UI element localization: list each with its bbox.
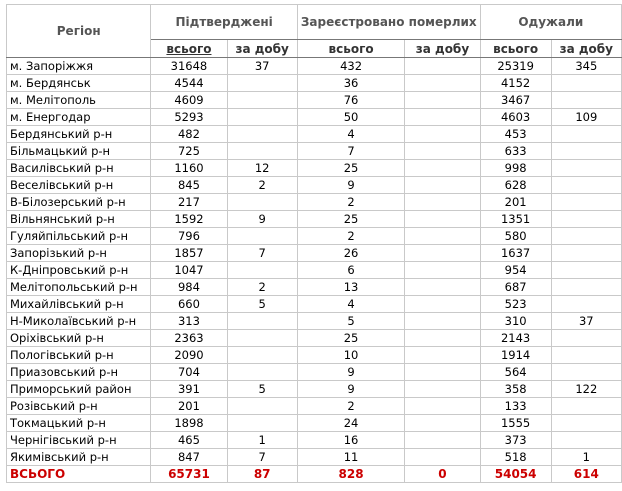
cell-recovered-total: 998 — [480, 160, 551, 177]
cell-recovered-total: 2143 — [480, 330, 551, 347]
cell-recovered-total: 687 — [480, 279, 551, 296]
cell-confirmed-daily — [227, 347, 297, 364]
cell-recovered-total: 954 — [480, 262, 551, 279]
cell-confirmed-daily: 37 — [227, 58, 297, 75]
table-row — [7, 228, 622, 245]
cell-confirmed-daily: 5 — [227, 381, 297, 398]
cell-region: Розівський р-н — [7, 398, 151, 415]
cell-region: м. Бердянськ — [7, 75, 151, 92]
cell-region: Приазовський р-н — [7, 364, 151, 381]
cell-confirmed-total: 5293 — [151, 109, 227, 126]
cell-deaths-daily — [405, 58, 480, 75]
cell-confirmed-daily: 12 — [227, 160, 297, 177]
subheader-recovered-total: всього — [480, 40, 551, 58]
cell-confirmed-daily — [227, 126, 297, 143]
cell-deaths-total: 4 — [297, 296, 404, 313]
cell-deaths-total: 25 — [297, 330, 404, 347]
cell-region: м. Запоріжжя — [7, 58, 151, 75]
table-row — [7, 347, 622, 364]
totals-deaths-total: 828 — [297, 466, 404, 483]
cell-confirmed-total: 31648 — [151, 58, 227, 75]
cell-recovered-total: 3467 — [480, 92, 551, 109]
cell-confirmed-daily: 9 — [227, 211, 297, 228]
header-deaths: Зареєстровано померлих — [297, 5, 480, 40]
cell-region: Чернігівський р-н — [7, 432, 151, 449]
table-row — [7, 75, 622, 92]
cell-region: Н-Миколаївський р-н — [7, 313, 151, 330]
cell-deaths-total: 7 — [297, 143, 404, 160]
cell-region: Запорізький р-н — [7, 245, 151, 262]
cell-confirmed-total: 313 — [151, 313, 227, 330]
cell-deaths-total: 5 — [297, 313, 404, 330]
cell-deaths-total: 76 — [297, 92, 404, 109]
cell-confirmed-daily: 1 — [227, 432, 297, 449]
cell-deaths-total: 26 — [297, 245, 404, 262]
table-row — [7, 109, 622, 126]
cell-deaths-daily — [405, 279, 480, 296]
cell-confirmed-total: 984 — [151, 279, 227, 296]
cell-deaths-total: 2 — [297, 194, 404, 211]
subheader-confirmed-total: всього — [151, 40, 227, 58]
cell-deaths-daily — [405, 364, 480, 381]
cell-confirmed-total: 2090 — [151, 347, 227, 364]
cell-deaths-daily — [405, 449, 480, 466]
cell-recovered-total: 633 — [480, 143, 551, 160]
cell-confirmed-total: 4609 — [151, 92, 227, 109]
cell-deaths-total: 36 — [297, 75, 404, 92]
cell-recovered-total: 373 — [480, 432, 551, 449]
cell-recovered-total: 628 — [480, 177, 551, 194]
table-row — [7, 194, 622, 211]
cell-deaths-daily — [405, 194, 480, 211]
cell-recovered-total: 518 — [480, 449, 551, 466]
header-confirmed: Підтверджені — [151, 5, 297, 40]
cell-region: м. Мелітополь — [7, 92, 151, 109]
cell-deaths-daily — [405, 160, 480, 177]
cell-recovered-daily — [551, 126, 621, 143]
cell-confirmed-daily — [227, 262, 297, 279]
cell-confirmed-total: 391 — [151, 381, 227, 398]
cell-confirmed-total: 4544 — [151, 75, 227, 92]
table-row — [7, 398, 622, 415]
cell-confirmed-total: 1160 — [151, 160, 227, 177]
cell-recovered-daily — [551, 177, 621, 194]
cell-deaths-total: 25 — [297, 160, 404, 177]
cell-confirmed-total: 845 — [151, 177, 227, 194]
cell-recovered-total: 453 — [480, 126, 551, 143]
cell-confirmed-total: 1047 — [151, 262, 227, 279]
table-row — [7, 330, 622, 347]
table-row — [7, 279, 622, 296]
table-row — [7, 432, 622, 449]
cell-recovered-total: 358 — [480, 381, 551, 398]
cell-deaths-daily — [405, 143, 480, 160]
subheader-deaths-daily: за добу — [405, 40, 480, 58]
cell-deaths-total: 10 — [297, 347, 404, 364]
cell-confirmed-total: 217 — [151, 194, 227, 211]
stats-table-container — [6, 4, 622, 483]
cell-confirmed-total: 725 — [151, 143, 227, 160]
cell-recovered-total: 133 — [480, 398, 551, 415]
cell-confirmed-daily — [227, 415, 297, 432]
cell-deaths-daily — [405, 296, 480, 313]
cell-deaths-total: 6 — [297, 262, 404, 279]
header-recovered: Одужали — [480, 5, 621, 40]
cell-recovered-total: 25319 — [480, 58, 551, 75]
cell-deaths-daily — [405, 347, 480, 364]
cell-deaths-total: 13 — [297, 279, 404, 296]
cell-recovered-daily — [551, 398, 621, 415]
cell-confirmed-daily — [227, 398, 297, 415]
cell-confirmed-daily — [227, 313, 297, 330]
cell-recovered-daily — [551, 347, 621, 364]
cell-deaths-total: 9 — [297, 364, 404, 381]
cell-region: Вільнянський р-н — [7, 211, 151, 228]
cell-recovered-total: 1637 — [480, 245, 551, 262]
table-row — [7, 177, 622, 194]
cell-region: Якимівський р-н — [7, 449, 151, 466]
totals-confirmed-daily: 87 — [227, 466, 297, 483]
cell-deaths-total: 2 — [297, 398, 404, 415]
cell-region: Веселівський р-н — [7, 177, 151, 194]
table-row — [7, 296, 622, 313]
cell-recovered-daily — [551, 75, 621, 92]
table-row — [7, 92, 622, 109]
table-row — [7, 313, 622, 330]
cell-confirmed-daily: 7 — [227, 449, 297, 466]
cell-confirmed-daily — [227, 143, 297, 160]
cell-deaths-daily — [405, 398, 480, 415]
cell-confirmed-daily: 2 — [227, 177, 297, 194]
cell-recovered-daily — [551, 160, 621, 177]
cell-confirmed-total: 847 — [151, 449, 227, 466]
covid-stats-table — [6, 4, 622, 483]
cell-deaths-daily — [405, 313, 480, 330]
cell-recovered-daily — [551, 245, 621, 262]
cell-recovered-total: 4152 — [480, 75, 551, 92]
totals-recovered-daily: 614 — [551, 466, 621, 483]
cell-deaths-daily — [405, 432, 480, 449]
cell-region: Мелітопольський р-н — [7, 279, 151, 296]
cell-recovered-total: 523 — [480, 296, 551, 313]
cell-recovered-daily — [551, 364, 621, 381]
cell-recovered-daily — [551, 143, 621, 160]
cell-confirmed-total: 465 — [151, 432, 227, 449]
subheader-recovered-daily: за добу — [551, 40, 621, 58]
totals-recovered-total: 54054 — [480, 466, 551, 483]
cell-deaths-daily — [405, 228, 480, 245]
cell-region: Більмацький р-н — [7, 143, 151, 160]
cell-confirmed-daily: 5 — [227, 296, 297, 313]
cell-recovered-daily: 122 — [551, 381, 621, 398]
cell-region: К-Дніпровський р-н — [7, 262, 151, 279]
cell-recovered-total: 1351 — [480, 211, 551, 228]
cell-region: Приморський район — [7, 381, 151, 398]
cell-deaths-total: 11 — [297, 449, 404, 466]
cell-deaths-total: 2 — [297, 228, 404, 245]
cell-recovered-daily — [551, 296, 621, 313]
cell-deaths-total: 25 — [297, 211, 404, 228]
cell-recovered-total: 564 — [480, 364, 551, 381]
cell-region: Токмацький р-н — [7, 415, 151, 432]
cell-confirmed-daily — [227, 194, 297, 211]
cell-deaths-total: 24 — [297, 415, 404, 432]
header-region: Регіон — [7, 5, 151, 58]
totals-row — [7, 466, 622, 483]
cell-deaths-total: 432 — [297, 58, 404, 75]
cell-recovered-total: 580 — [480, 228, 551, 245]
cell-region: Оріхівський р-н — [7, 330, 151, 347]
table-row — [7, 143, 622, 160]
cell-confirmed-daily — [227, 330, 297, 347]
cell-confirmed-daily — [227, 228, 297, 245]
cell-recovered-total: 201 — [480, 194, 551, 211]
cell-region: Василівський р-н — [7, 160, 151, 177]
cell-confirmed-daily — [227, 92, 297, 109]
cell-recovered-daily — [551, 262, 621, 279]
cell-deaths-total: 50 — [297, 109, 404, 126]
cell-confirmed-daily — [227, 364, 297, 381]
cell-recovered-daily: 37 — [551, 313, 621, 330]
totals-label: ВСЬОГО — [7, 466, 151, 483]
totals-deaths-daily: 0 — [405, 466, 480, 483]
table-row — [7, 126, 622, 143]
cell-confirmed-daily — [227, 109, 297, 126]
cell-deaths-daily — [405, 415, 480, 432]
cell-region: Бердянський р-н — [7, 126, 151, 143]
cell-recovered-total: 1555 — [480, 415, 551, 432]
cell-deaths-daily — [405, 126, 480, 143]
cell-recovered-total: 1914 — [480, 347, 551, 364]
cell-deaths-daily — [405, 245, 480, 262]
cell-deaths-daily — [405, 211, 480, 228]
cell-deaths-daily — [405, 177, 480, 194]
table-row — [7, 381, 622, 398]
cell-confirmed-total: 660 — [151, 296, 227, 313]
cell-recovered-daily — [551, 330, 621, 347]
cell-recovered-daily: 345 — [551, 58, 621, 75]
cell-deaths-daily — [405, 262, 480, 279]
subheader-deaths-total: всього — [297, 40, 404, 58]
cell-confirmed-daily: 2 — [227, 279, 297, 296]
cell-recovered-daily: 1 — [551, 449, 621, 466]
cell-region: Михайлівський р-н — [7, 296, 151, 313]
table-row — [7, 415, 622, 432]
cell-confirmed-total: 1898 — [151, 415, 227, 432]
cell-deaths-total: 9 — [297, 381, 404, 398]
cell-confirmed-total: 1857 — [151, 245, 227, 262]
table-row — [7, 364, 622, 381]
table-row — [7, 211, 622, 228]
cell-recovered-daily — [551, 211, 621, 228]
cell-recovered-daily — [551, 415, 621, 432]
cell-recovered-daily: 109 — [551, 109, 621, 126]
cell-region: В-Білозерський р-н — [7, 194, 151, 211]
cell-confirmed-total: 796 — [151, 228, 227, 245]
cell-deaths-total: 9 — [297, 177, 404, 194]
subheader-confirmed-daily: за добу — [227, 40, 297, 58]
cell-deaths-daily — [405, 330, 480, 347]
cell-region: Пологівський р-н — [7, 347, 151, 364]
cell-deaths-total: 4 — [297, 126, 404, 143]
table-row — [7, 160, 622, 177]
header-row — [7, 5, 622, 40]
cell-recovered-daily — [551, 228, 621, 245]
cell-recovered-total: 310 — [480, 313, 551, 330]
table-row — [7, 245, 622, 262]
cell-recovered-daily — [551, 92, 621, 109]
cell-deaths-daily — [405, 92, 480, 109]
cell-confirmed-total: 201 — [151, 398, 227, 415]
cell-confirmed-total: 704 — [151, 364, 227, 381]
cell-deaths-daily — [405, 109, 480, 126]
cell-confirmed-total: 482 — [151, 126, 227, 143]
table-row — [7, 262, 622, 279]
totals-confirmed-total: 65731 — [151, 466, 227, 483]
cell-recovered-daily — [551, 279, 621, 296]
cell-region: м. Енергодар — [7, 109, 151, 126]
cell-region: Гуляйпільський р-н — [7, 228, 151, 245]
cell-recovered-daily — [551, 432, 621, 449]
cell-recovered-daily — [551, 194, 621, 211]
cell-deaths-total: 16 — [297, 432, 404, 449]
table-row — [7, 58, 622, 75]
cell-confirmed-total: 1592 — [151, 211, 227, 228]
cell-confirmed-daily — [227, 75, 297, 92]
cell-deaths-daily — [405, 75, 480, 92]
cell-recovered-total: 4603 — [480, 109, 551, 126]
cell-deaths-daily — [405, 381, 480, 398]
cell-confirmed-daily: 7 — [227, 245, 297, 262]
table-row — [7, 449, 622, 466]
cell-confirmed-total: 2363 — [151, 330, 227, 347]
